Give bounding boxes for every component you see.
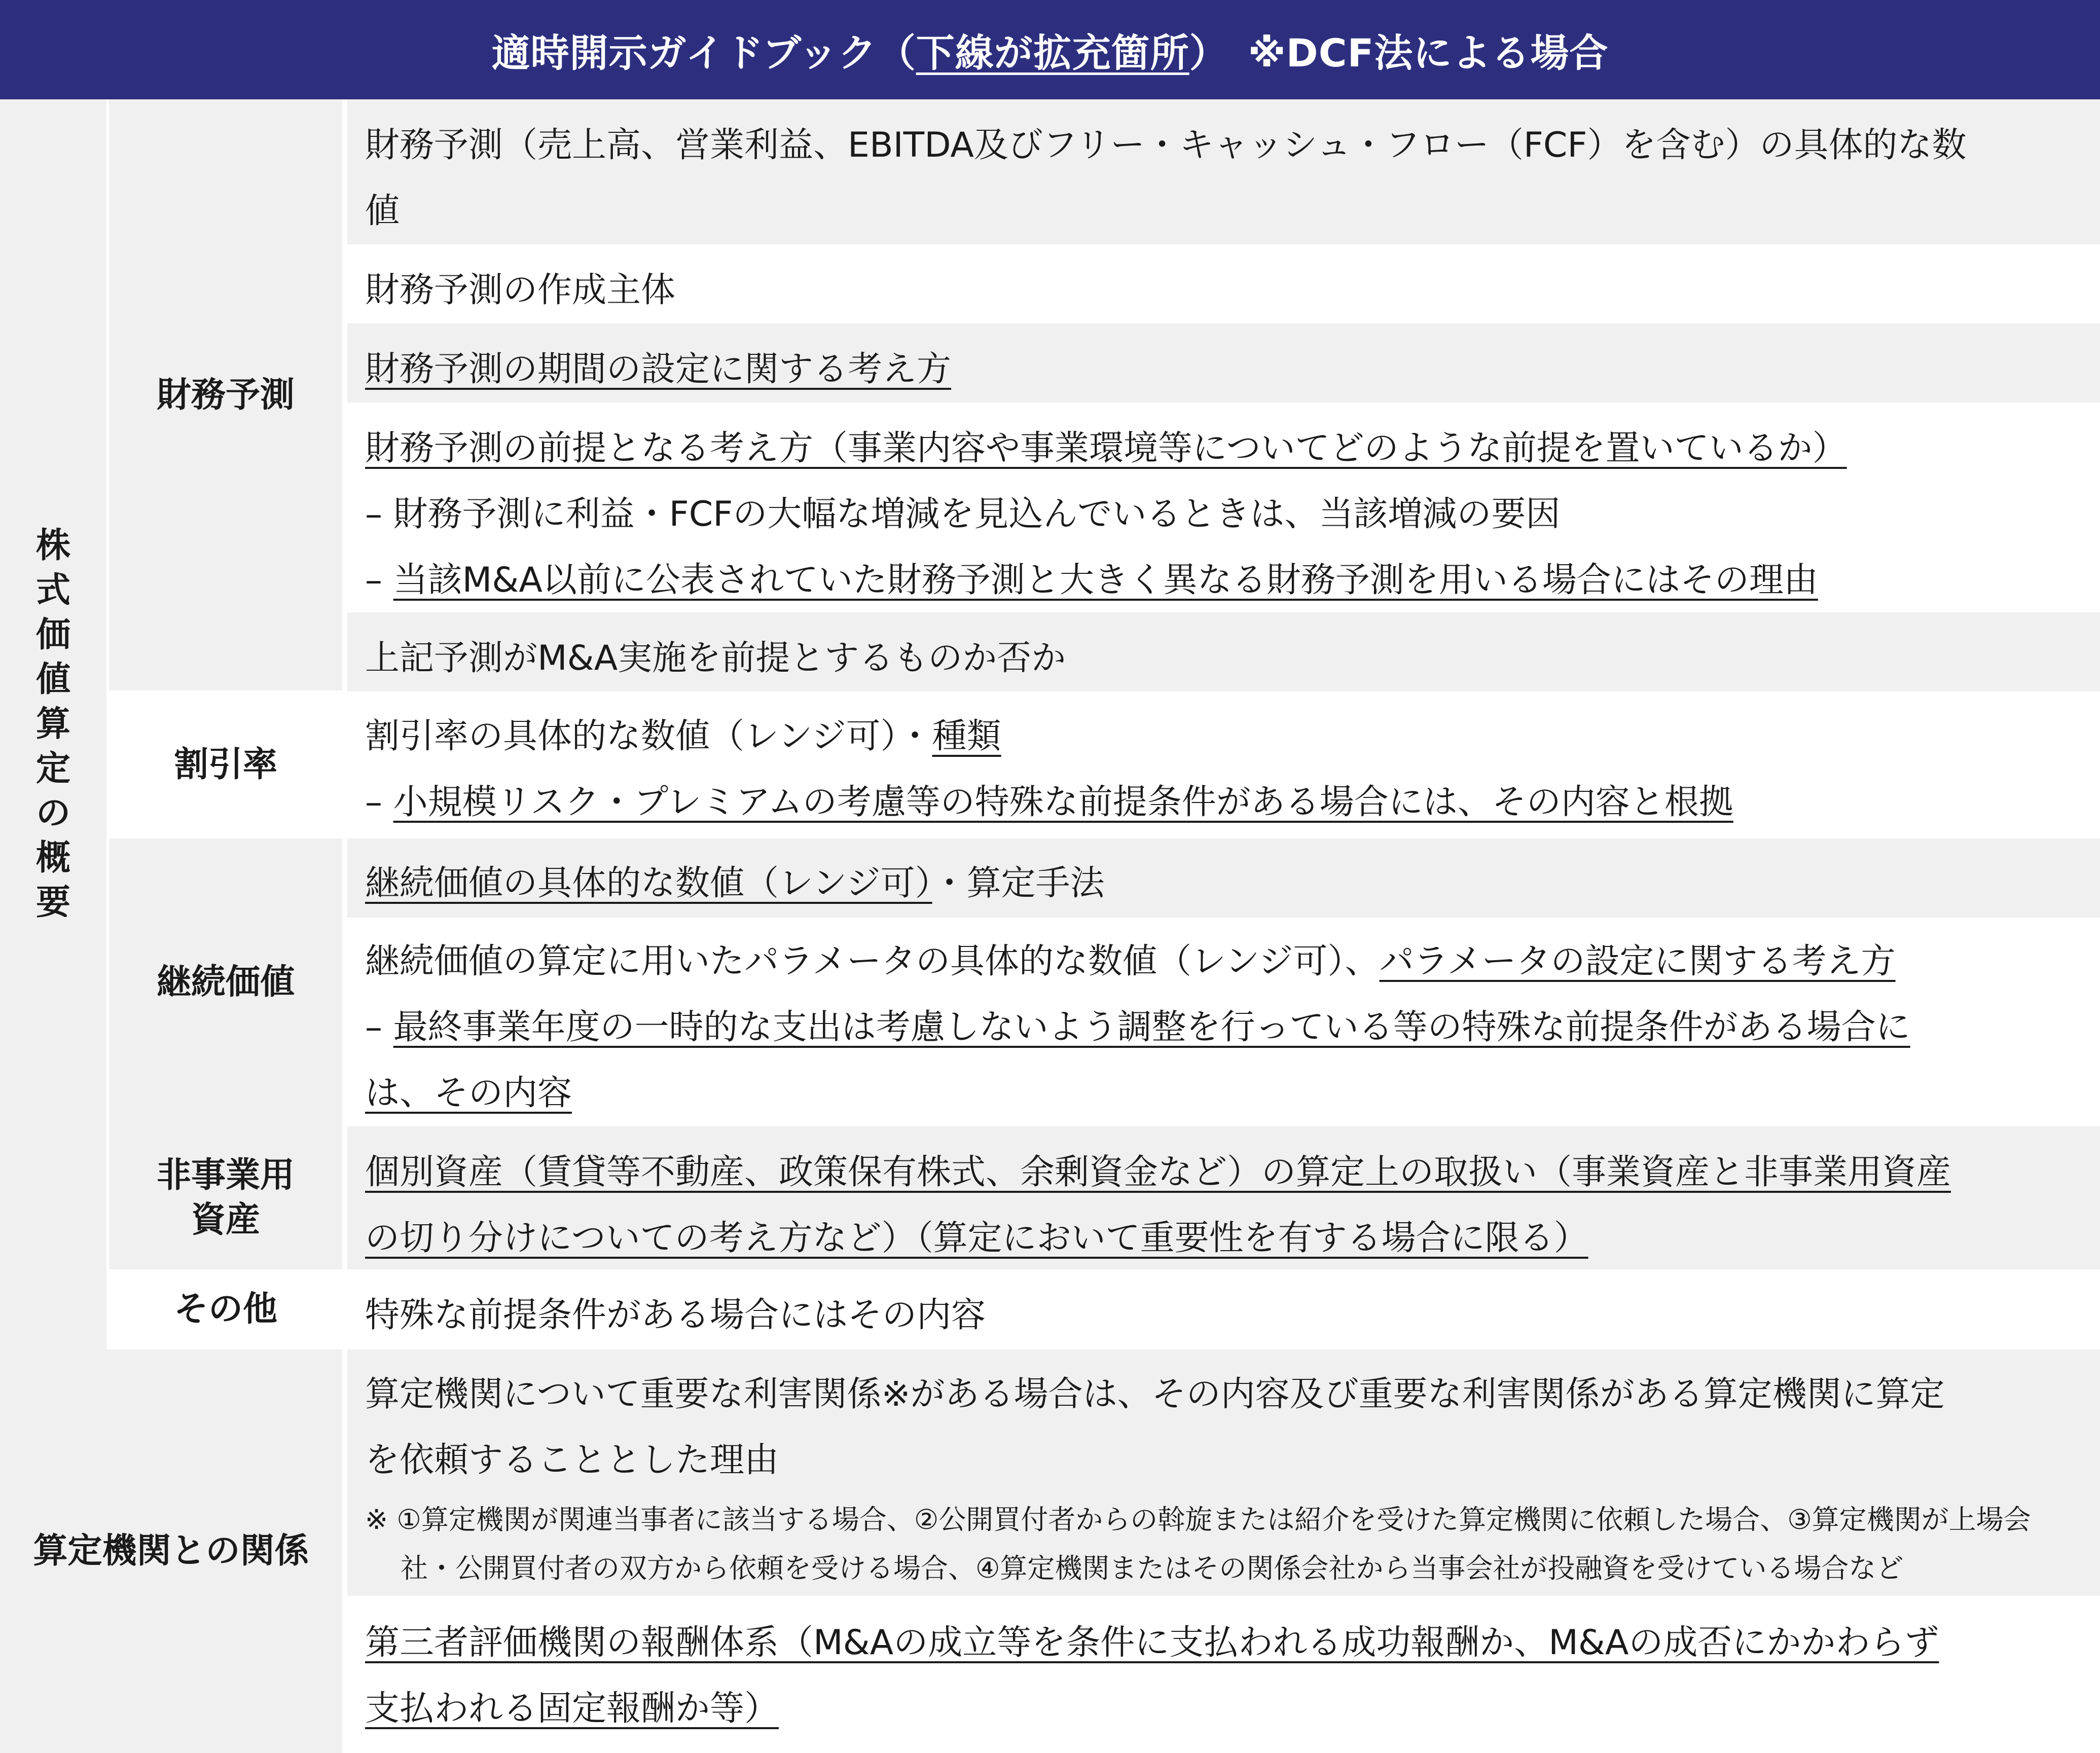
row-forecast-preparer [365,258,2089,323]
dash-prefix: – [365,560,393,600]
row-discount-rate [365,704,2089,835]
row-text: の切り分けについての考え方など）（算定において重要性を有する場合に限る） [365,1218,1588,1258]
header-title-underlined: 下線が拡充箇所 [916,30,1189,76]
subcategory-label: 割引率 [173,744,277,785]
row-text: 個別資産（賃貸等不動産、政策保有株式、余剰資金など）の算定上の取扱い（事業資産と非事業用資産 [365,1152,1951,1192]
dash-prefix: – [365,782,393,822]
subcategory-financial-forecast [109,99,342,691]
row-text: 継続価値の具体的な数値（レンジ可） [365,863,932,903]
row-terminal-value-method [365,851,2089,917]
row-text: を依頼することとした理由 [365,1440,779,1480]
row-text: 小規模リスク・プレミアムの考慮等の特殊な前提条件がある場合には、その内容と根拠 [393,782,1733,822]
row-text: 最終事業年度の一時的な支出は考慮しないよう調整を行っている等の特殊な前提条件がある場合に [393,1007,1910,1047]
subcategory-label: 継続価値 [156,962,295,1002]
row-text: 継続価値の算定に用いたパラメータの具体的な数値（レンジ可）、 [365,941,1380,981]
header-title-post: ） ※DCF法による場合 [1189,30,1609,76]
row-forecast-period [365,337,2089,403]
row-text: ・算定手法 [932,863,1105,903]
row-text: 算定機関について重要な利害関係※がある場合は、その内容及び重要な利害関係がある算定機関に算定 [365,1374,1945,1414]
note-text: ※ ①算定機関が関連当事者に該当する場合、②公開買付者からの斡旋または紹介を受けた算定機関に依頼した場合、③算定機関が上場会 [365,1504,2031,1536]
category-char: 算 [35,704,70,744]
row-text: 種類 [932,716,1001,756]
note-text: 社・公開買付者の双方から依頼を受ける場合、④算定機関またはその関係会社から当事会社が投融資を受けている場合など [401,1552,1904,1584]
category-char: 定 [35,749,70,789]
category-char: 概 [35,838,70,878]
row-text: – 財務予測に利益・FCFの大幅な増減を見込んでいるときは、当該増減の要因 [365,494,1561,534]
row-text: 財務予測の前提となる考え方（事業内容や事業環境等についてどのような前提を置いているか） [365,428,1847,468]
row-text: 当該M&A以前に公表されていた財務予測と大きく異なる財務予測を用いる場合にはその理由 [393,560,1818,600]
row-terminal-parameters [365,929,2089,1126]
header-title-pre: 適時開示ガイドブック（ [491,30,916,76]
row-ma-premise [365,626,2089,691]
subcategory-other [109,1269,342,1349]
category-char: 要 [35,883,70,923]
row-text: 財務予測（売上高、営業利益、EBITDA及びフリー・キャッシュ・フロー（FCF）を含む）の具体的な数 [365,125,1967,165]
row-text: 第三者評価機関の報酬体系（M&Aの成立等を条件に支払われる成功報酬か、M&Aの成否にかかわらず [365,1623,1939,1663]
category-char: 値 [35,660,70,700]
subcategory-label: 資産 [191,1200,260,1240]
row-financial-forecast-values [365,113,2089,244]
row-text: 割引率の具体的な数値（レンジ可）・ [365,716,932,756]
row-conflict-of-interest [365,1362,2089,1493]
category-relation-with-valuer [0,1349,342,1753]
row-text: パラメータの設定に関する考え方 [1379,941,1896,981]
row-text: 支払われる固定報酬か等） [365,1689,779,1729]
divider [109,690,342,692]
row-special-assumptions [365,1283,2089,1348]
row-forecast-assumptions [365,416,2089,613]
row-text: は、その内容 [365,1073,572,1113]
dash-prefix: – [365,1007,393,1047]
row-text: 財務予測の期間の設定に関する考え方 [365,349,952,389]
category-char: 株 [35,526,70,566]
table-header [0,0,2100,99]
row-text: 財務予測の作成主体 [365,270,676,310]
category-char: 価 [35,615,70,655]
row-text: 値 [365,191,400,231]
row-individual-assets [365,1140,2089,1271]
row-text: 上記予測がM&A実施を前提とするものか否か [365,638,1066,678]
row-text: 特殊な前提条件がある場合にはその内容 [365,1295,986,1335]
subcategory-discount-rate [109,691,342,838]
subcategory-label: 財務予測 [156,375,295,415]
category-valuation-overview [0,99,106,1349]
category-label: 算定機関との関係 [33,1530,309,1571]
subcategory-label: その他 [173,1289,277,1329]
category-char: 式 [35,570,70,610]
category-char: の [35,793,70,833]
subcategory-nonbusiness-assets [109,1126,342,1269]
row-fee-structure [365,1610,2089,1742]
subcategory-label: 非事業用 [156,1155,295,1195]
row-conflict-note [365,1495,2089,1593]
subcategory-terminal-value [109,838,342,1126]
